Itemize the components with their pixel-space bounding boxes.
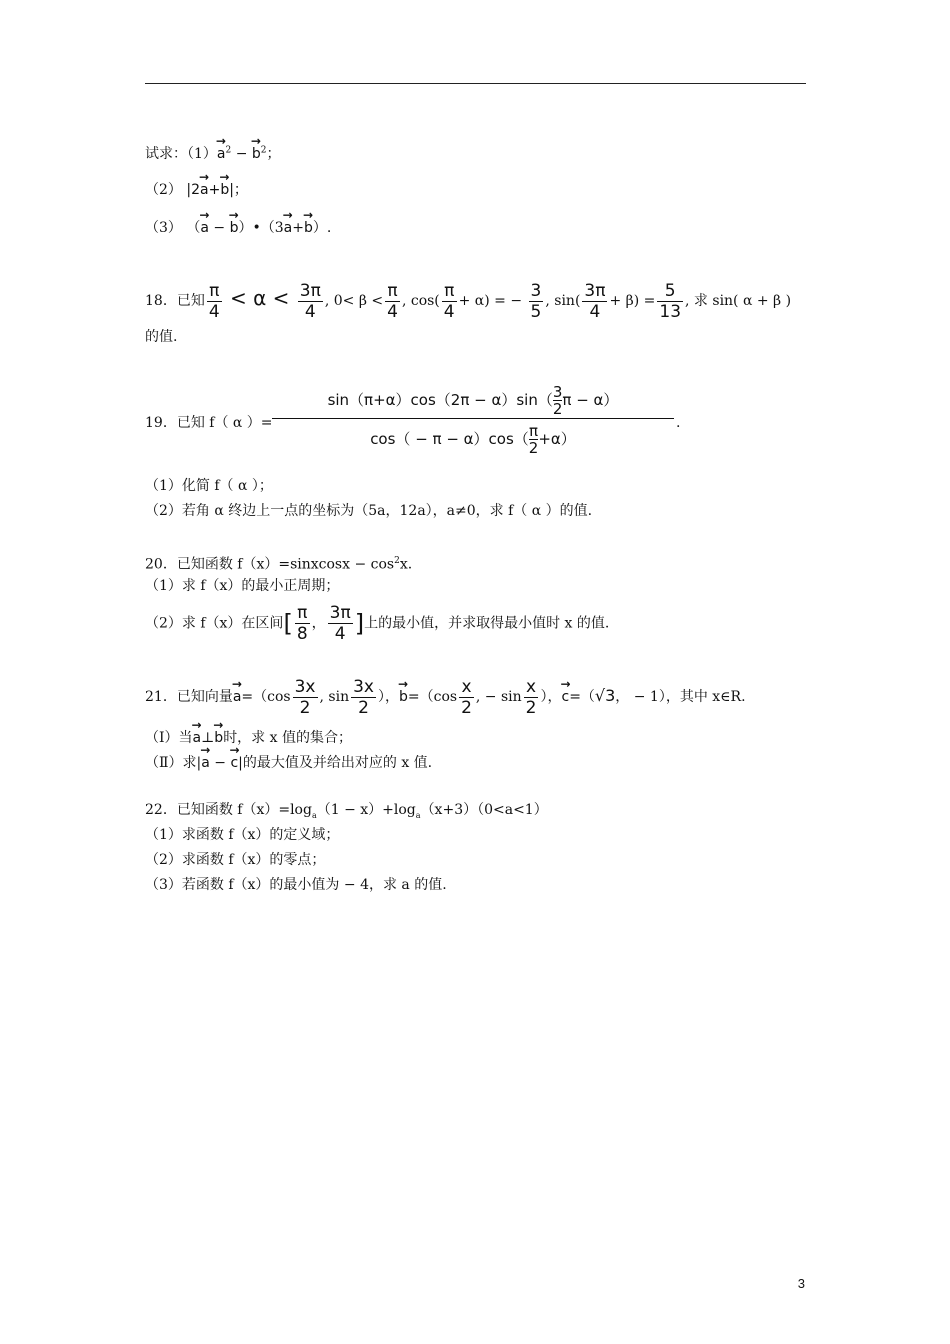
q21-frac-2: $\frac{3x}{2}$ <box>353 676 374 718</box>
q19-denominator: cos（ − π − α）cos（ $\frac{\pi}{2}$ +α） <box>370 422 576 457</box>
q22-part3: （3）若函数 f（x）的最小值为 − 4，求 a 的值. <box>145 877 447 893</box>
q19-lead: 19．已知 f（ α ）= <box>145 415 273 431</box>
page-number: 3 <box>797 1276 805 1291</box>
q21-statement: 21．已知向量→ a=（cos $\frac{3x}{2}$ , sin $\frac{3x}{2}$ ），→ b=（cos $\frac{x}{2}$ , − sin $\frac{x}{2}$ ），→ c=（√3， − 1），其中 x∈R. <box>145 673 746 718</box>
q20-part2: （2）求 f（x）在区间[ $\frac{\pi}{8}$ ， $\frac{3\pi}{4}$ ]上的最小值，并求取得最小值时 x 的值. <box>145 603 610 644</box>
q21-part1: （Ⅰ）当→ a⊥→ b时，求 x 值的集合； <box>145 725 352 747</box>
q19-fraction <box>272 382 674 459</box>
q17-part3: （3） （→ a − → b）•（3→ a+→ b）. <box>145 215 331 237</box>
q19-part2: （2）若角 α 终边上一点的坐标为（5a，12a），a≠0，求 f（ α ）的值. <box>145 503 593 519</box>
q22-statement: 22．已知函数 $f(x)=\log_a(1 - x)+\log_a(x+3)(0<a<1)$ <box>145 802 548 820</box>
q18-frac-4: $\frac{\pi}{4}$ <box>443 280 455 322</box>
q17-part2: （2） |2→ a+→ b|； <box>145 177 248 199</box>
q20-frac-a: $\frac{\pi}{8}$ <box>296 603 308 644</box>
q18-frac-3: $\frac{\pi}{4}$ <box>387 280 398 322</box>
q22-part1: （1）求函数 f（x）的定义域； <box>145 827 340 843</box>
q19-period: . <box>676 415 681 431</box>
q19-part1: （1）化简 f（ α ）； <box>145 478 273 494</box>
header-rule <box>145 83 806 84</box>
q18-frac-7: $\frac{5}{13}$ <box>659 280 682 322</box>
q18-line2: 的值. <box>145 329 178 345</box>
q20-statement: 20．已知函数 f（x）=sinxcosx − $\cos^2x$. <box>145 556 413 573</box>
q18-statement: 18．已知 $\frac{\pi}{4}$ < α < $\frac{3\pi}{4}$ , 0< β < $\frac{\pi}{4}$ , cos( $\frac{\pi}{4}$ + α) = − $\frac{3}{5}$ , sin( $\frac{3\pi}{4}$ + β) = $\frac{5}{13}$ , 求 sin( α + β ) <box>145 280 792 322</box>
q20-part1: （1）求 f（x）的最小正周期； <box>145 578 340 594</box>
q21-frac-3: $\frac{x}{2}$ <box>461 676 472 718</box>
q22-part2: （2）求函数 f（x）的零点； <box>145 852 326 868</box>
q18-frac-2: $\frac{3\pi}{4}$ <box>299 280 321 322</box>
q20-frac-b: $\frac{3\pi}{4}$ <box>329 603 351 644</box>
q21-part2: （Ⅱ）求|→ a − → c|的最大值及并给出对应的 x 值. <box>145 750 432 772</box>
q18-frac-6: $\frac{3\pi}{4}$ <box>584 280 606 322</box>
q21-frac-4: $\frac{x}{2}$ <box>525 676 537 718</box>
q19-numerator: sin（π+α）cos（2π − α）sin（ $\frac{3}{2}$ π − α） <box>272 382 674 419</box>
q17-part1: 试求：$(1)\to a^2$ − → $b^2$； <box>145 141 281 163</box>
q21-frac-1: $\frac{3x}{2}$ <box>294 676 316 718</box>
q18-frac-5: $\frac{3}{5}$ <box>530 280 542 322</box>
q18-frac-1: $\frac{\pi}{4}$ <box>208 280 220 322</box>
